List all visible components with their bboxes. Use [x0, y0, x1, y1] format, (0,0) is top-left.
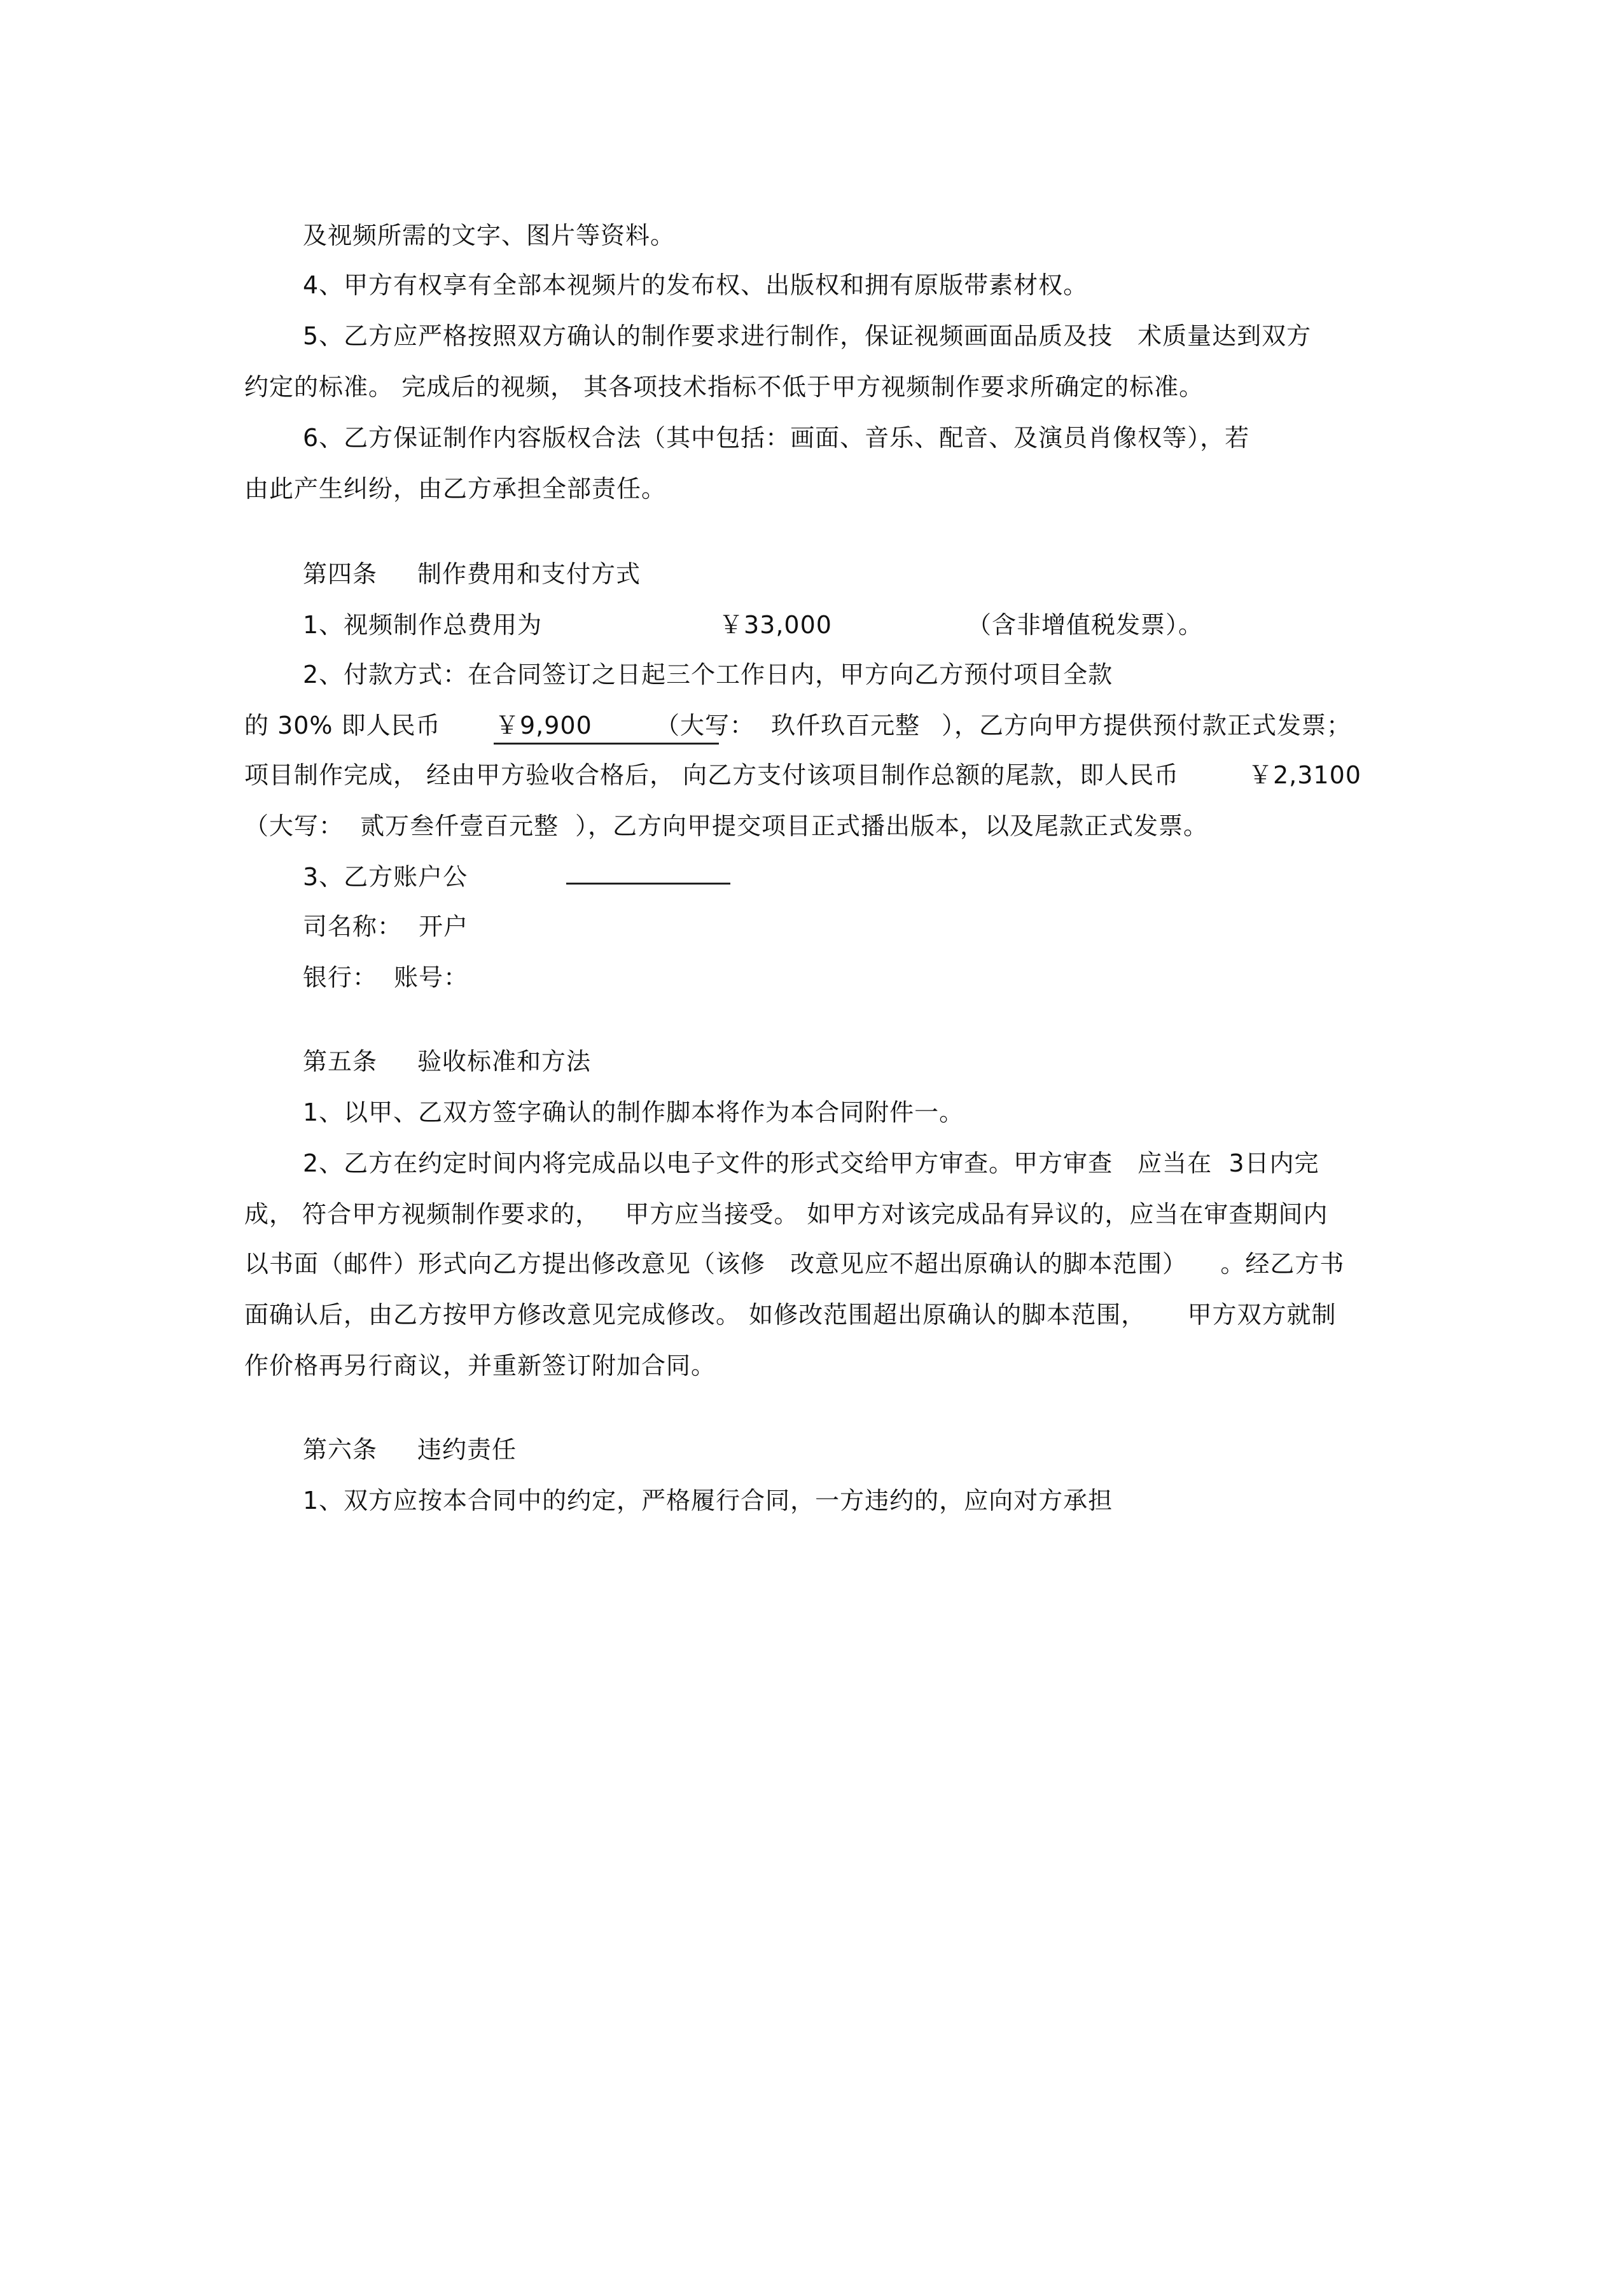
final-payment-amount-in-words: （大写： 贰万叁仟壹百元整 [244, 812, 559, 840]
prepayment-invoice-text: ），乙方向甲方提供预付款正式发票； [942, 711, 1352, 739]
article-4-number: 第四条 [303, 560, 378, 588]
article-6-number: 第六条 [303, 1436, 378, 1464]
total-fee-amount: ￥33,000 [719, 611, 832, 639]
prepayment-amount: ￥9,900 [495, 711, 592, 739]
total-fee-note: （含非增值税发票）。 [967, 611, 1204, 639]
account-bank-label: 银行： 账号： [303, 963, 469, 991]
acceptance-clause-2-line4: 面确认后，由乙方按甲方修改意见完成修改。 如修改范围超出原确认的脚本范围， 甲方双方就制 [244, 1301, 1337, 1329]
paragraph-clause-5-line2: 约定的标准。 完成后的视频， 其各项技术指标不低于甲方视频制作要求所确定的标准。 [244, 373, 1204, 401]
account-blank-underline [566, 883, 730, 885]
final-payment-delivery-text: ），乙方向甲提交项目正式播出版本，以及尾款正式发票。 [575, 812, 1209, 840]
paragraph-clause-6-line2: 由此产生纠纷，由乙方承担全部责任。 [244, 475, 667, 503]
article-6-title: 违约责任 [417, 1436, 517, 1464]
paragraph-clause-6-line1: 6、乙方保证制作内容版权合法（其中包括：画面、音乐、配音、及演员肖像权等），若 [303, 424, 1250, 452]
paragraph-materials: 及视频所需的文字、图片等资料。 [303, 221, 676, 249]
prepayment-amount-underline [494, 743, 719, 745]
article-5-title: 验收标准和方法 [417, 1047, 592, 1075]
paragraph-clause-4: 4、甲方有权享有全部本视频片的发布权、出版权和拥有原版带素材权。 [303, 271, 1089, 299]
paragraph-clause-5-line1: 5、乙方应严格按照双方确认的制作要求进行制作，保证视频画面品质及技 术质量达到双方 [303, 322, 1312, 350]
acceptance-clause-2-line5: 作价格再另行商议，并重新签订附加合同。 [244, 1352, 716, 1380]
acceptance-clause-2-line1: 2、乙方在约定时间内将完成品以电子文件的形式交给甲方审查。甲方审查 应当在 3日内完 [303, 1149, 1319, 1177]
article-5-number: 第五条 [303, 1047, 378, 1075]
acceptance-clause-1: 1、以甲、乙双方签字确认的制作脚本将作为本合同附件一。 [303, 1098, 964, 1126]
article-4-title: 制作费用和支付方式 [417, 560, 641, 588]
acceptance-clause-2-line3: 以书面（邮件）形式向乙方提出修改意见（该修 改意见应不超出原确认的脚本范围） 。经乙方书 [244, 1250, 1345, 1278]
final-payment-amount: ￥2,3100 [1248, 761, 1361, 789]
breach-clause-1: 1、双方应按本合同中的约定，严格履行合同，一方违约的，应向对方承担 [303, 1487, 1113, 1515]
prepayment-amount-in-words: （大写： 玖仟玖百元整 [655, 711, 921, 739]
prepayment-text: 的 30% 即人民币 [244, 711, 441, 739]
payment-method-line1: 2、付款方式：在合同签订之日起三个工作日内，甲方向乙方预付项目全款 [303, 661, 1113, 689]
account-company-name-label: 司名称： 开户 [303, 913, 469, 941]
final-payment-text: 项目制作完成， 经由甲方验收合格后， 向乙方支付该项目制作总额的尾款，即人民币 [244, 761, 1179, 789]
account-company-label: 3、乙方账户公 [303, 863, 468, 891]
acceptance-clause-2-line2: 成， 符合甲方视频制作要求的， 甲方应当接受。 如甲方对该完成品有异议的，应当在审查期间内 [244, 1200, 1328, 1228]
total-fee-label: 1、视频制作总费用为 [303, 611, 543, 639]
